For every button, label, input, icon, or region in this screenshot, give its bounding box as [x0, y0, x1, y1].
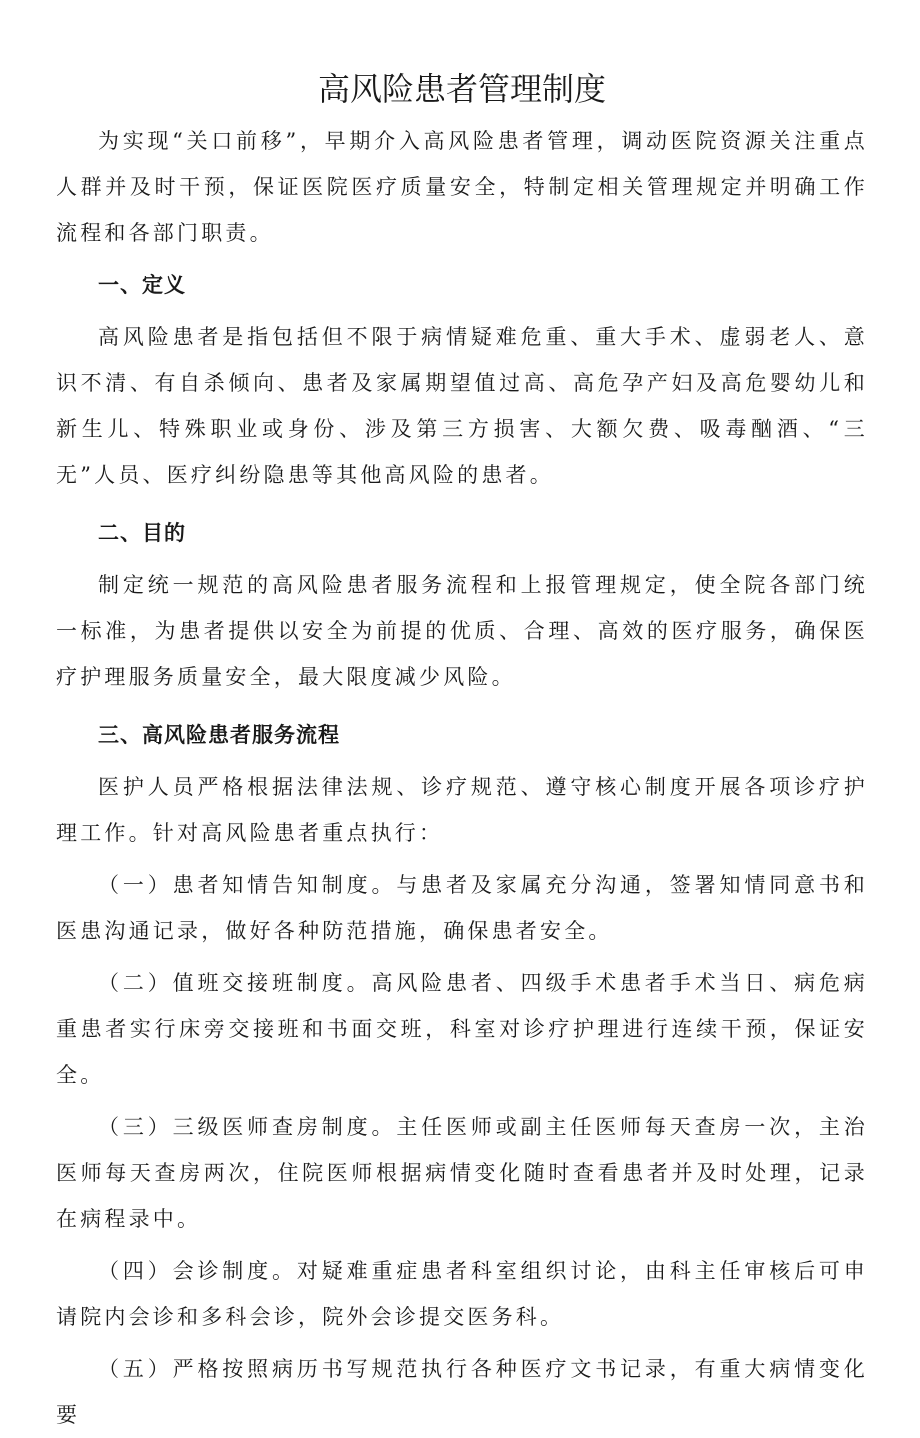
section-heading-process: 三、高风险患者服务流程 [98, 723, 340, 747]
section-body-definition: 高风险患者是指包括但不限于病情疑难危重、重大手术、虚弱老人、意识不清、有自杀倾向、患者及家属期望值过高、高危孕产妇及高危婴幼儿和新生儿、特殊职业或身份、涉及第三方损害、大额欠费、吸毒酗酒、“三无”人员、医疗纠纷隐患等其他高风险的患者。 [56, 325, 868, 487]
list-item-medical-records: （五）严格按照病历书写规范执行各种医疗文书记录，有重大病情变化要 [56, 1357, 868, 1427]
intro-paragraph: 为实现“关口前移”，早期介入高风险患者管理，调动医院资源关注重点人群并及时干预，保证医院医疗质量安全，特制定相关管理规定并明确工作流程和各部门职责。 [56, 129, 868, 245]
section-body-purpose: 制定统一规范的高风险患者服务流程和上报管理规定，使全院各部门统一标准，为患者提供以安全为前提的优质、合理、高效的医疗服务，确保医疗护理服务质量安全，最大限度减少风险。 [56, 573, 868, 689]
list-item-informed-consent: （一）患者知情告知制度。与患者及家属充分沟通，签署知情同意书和医患沟通记录，做好各种防范措施，确保患者安全。 [56, 873, 868, 943]
list-item-consultation: （四）会诊制度。对疑难重症患者科室组织讨论，由科主任审核后可申请院内会诊和多科会诊，院外会诊提交医务科。 [56, 1259, 868, 1329]
section-heading-definition: 一、定义 [98, 273, 186, 297]
list-item-ward-rounds: （三）三级医师查房制度。主任医师或副主任医师每天查房一次，主治医师每天查房两次，住院医师根据病情变化随时查看患者并及时处理，记录在病程录中。 [56, 1115, 868, 1231]
section-heading-purpose: 二、目的 [98, 521, 186, 545]
section-body-process: 医护人员严格根据法律法规、诊疗规范、遵守核心制度开展各项诊疗护理工作。针对高风险患者重点执行： [56, 775, 868, 845]
document-title: 高风险患者管理制度 [317, 70, 606, 108]
document-page [56, 0, 868, 1438]
list-item-shift-handover: （二）值班交接班制度。高风险患者、四级手术患者手术当日、病危病重患者实行床旁交接班和书面交班，科室对诊疗护理进行连续干预，保证安全。 [56, 971, 868, 1087]
